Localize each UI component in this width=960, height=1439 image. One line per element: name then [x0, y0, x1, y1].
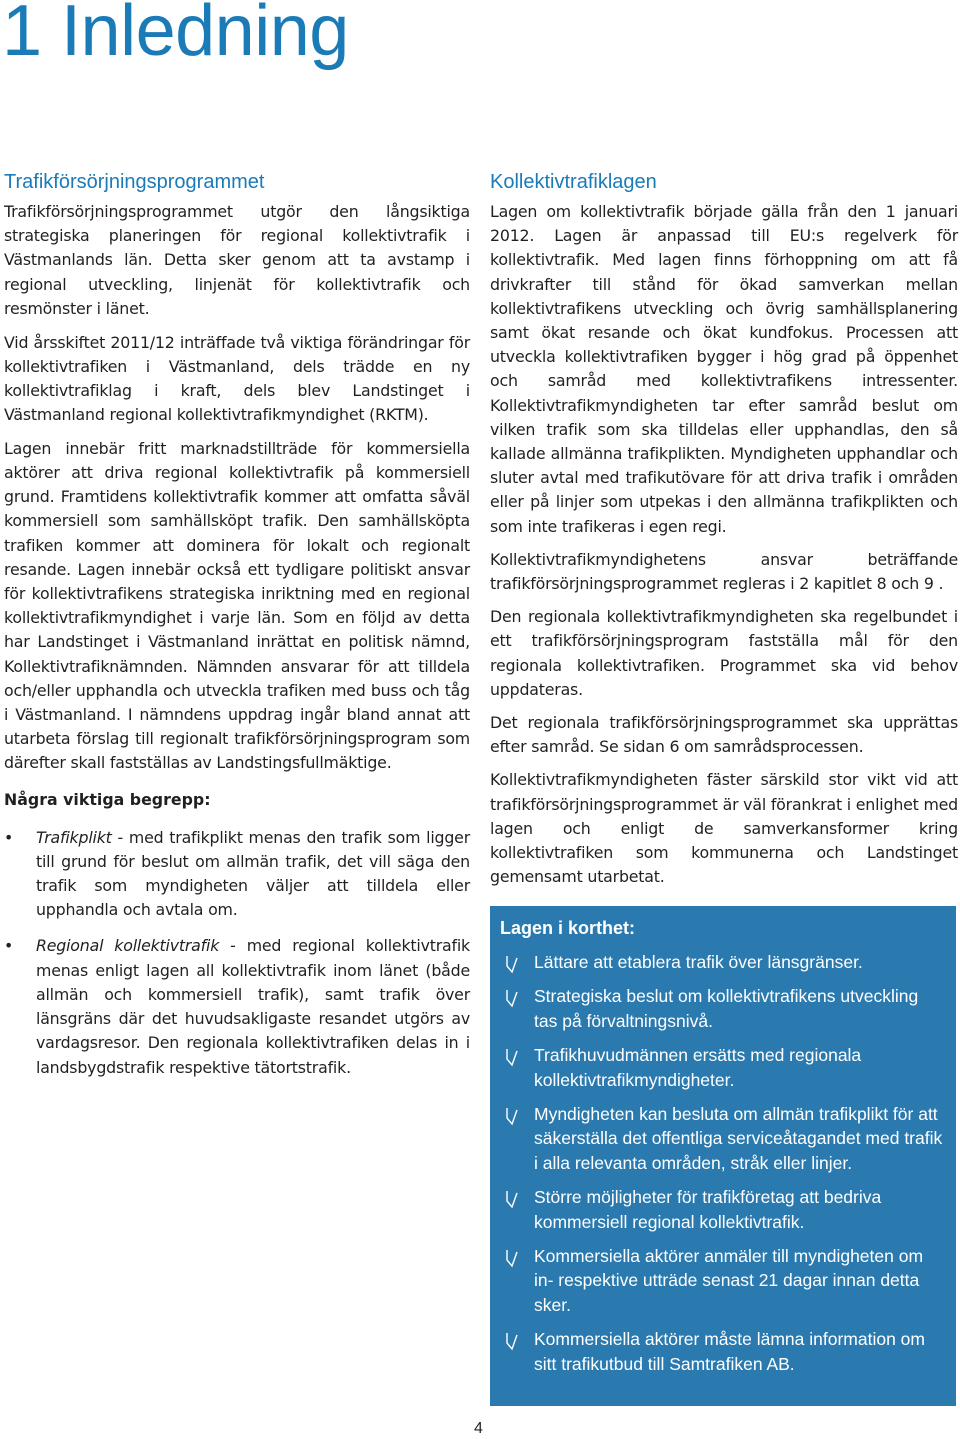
check-icon: [504, 986, 520, 1010]
paragraph-law: Lagen innebär fritt marknadstillträde för kommersiella aktörer att driva regional kollektivtrafik på kommersiell grund. Framtidens kollektivtrafik kommer att omfatta såväl kommersiell som samhällsköpt trafik. Den samhällsköpta trafiken kommer att dominera för lokalt och regionalt resande. Lagen innebär också ett tydligare politiskt ansvar för kollektivtrafikens strategiska inriktning med en regional kollektivtrafikmyndighet i varje län. Som en följd av detta har Landstinget i Västmanland inrättat en politisk nämnd, Kollektivtrafiknämnden. Nämnden ansvarar för att tilldela och/eller upphandla och utveckla trafiken med buss och tåg i Västmanland. I nämndens uppdrag ingår bland annat att utarbeta förslag till regionalt trafikförsörjningsprogram som därefter skall fastställas av Landstingsfullmäktige.: [4, 438, 470, 773]
term-name: Trafikplikt: [36, 827, 112, 847]
summary-item: Myndigheten kan besluta om allmän trafikplikt för att säkerställa det offentliga serviceåtagandet med trafik i alla relevanta områden, stråk eller linjer.: [500, 1102, 944, 1175]
term-item: [4, 826, 470, 923]
section-heading-trafikforsorjningsprogrammet: Trafikförsörjningsprogrammet: [4, 171, 265, 193]
intro-paragraph: Trafikförsörjningsprogrammet utgör den långsiktiga strategiska planeringen för regional kollektivtrafik i Västmanlands län. Detta sker genom att ta avstamp i regional utveckling, linjenät för kollektivtrafik och resmönster i länet.: [4, 202, 470, 318]
bullet-icon: •: [4, 827, 14, 847]
summary-item: Kommersiella aktörer måste lämna information om sitt trafikutbud till Samtrafiken AB.: [500, 1327, 944, 1376]
term-definition: - med trafikplikt menas den trafik som ligger till grund för beslut om allmän trafik, det vill säga den trafik som myndigheten väljer att tilldela eller upphandla och avtala om.: [36, 827, 470, 920]
paragraph-anchoring: Kollektivtrafikmyndigheten fäster särskild stor vikt vid att trafikförsörjningsprogrammet är väl förankrat i enlighet med lagen och enligt de samverkansformer kring kollektivtrafiken som kommunerna och Landstinget gemensamt utarbetat.: [490, 770, 959, 887]
terms-heading: Några viktiga begrepp:: [4, 789, 211, 809]
bullet-icon: •: [4, 936, 14, 956]
term-definition: - med regional kollektivtrafik menas enligt lagen all kollektivtrafik inom länet (både allmän och kommersiell trafik), samt trafik över länsgräns där det huvudsakligaste resandet utgörs av vardagsresor. Den regionala kollektivtrafiken delas in i landsbygdstrafik respektive tätortstrafik.: [36, 936, 470, 1077]
right-column: [490, 170, 958, 898]
summary-list: [500, 950, 944, 1376]
paragraph-responsibility: Kollektivtrafikmyndighetens ansvar beträffande trafikförsörjningsprogrammet regleras i 2 kapitlet 8 och 9 .: [490, 549, 958, 594]
summary-item: Strategiska beslut om kollektivtrafikens utveckling tas på förvaltningsnivå.: [500, 984, 944, 1033]
check-icon: [504, 1246, 520, 1270]
summary-item: Lättare att etablera trafik över länsgränser.: [500, 950, 944, 974]
check-icon: [504, 1187, 520, 1211]
summary-item: Större möjligheter för trafikföretag att bedriva kommersiell regional kollektivtrafik.: [500, 1185, 944, 1234]
summary-item: Trafikhuvudmännen ersätts med regionala kollektivtrafikmyndigheter.: [500, 1043, 944, 1092]
paragraph-changes: Vid årsskiftet 2011/12 inträffade två viktiga förändringar för kollektivtrafiken i Västmanland, dels trädde en ny kollektivtrafiklag i kraft, dels blev Landstinget i Västmanland regional kollektivtrafikmyndighet (RKTM).: [4, 332, 470, 425]
check-icon: [504, 1045, 520, 1069]
section-heading-kollektivtrafiklagen: Kollektivtrafiklagen: [490, 171, 657, 193]
term-item: [4, 934, 470, 1079]
check-icon: [504, 1329, 520, 1353]
page-number: 4: [474, 1420, 483, 1437]
terms-list: [4, 826, 470, 1080]
paragraph-goals: Den regionala kollektivtrafikmyndigheten ska regelbundet i ett trafikförsörjningsprogram fastställa mål för den regionala kollektivtrafiken. Programmet ska vid behov uppdateras.: [490, 607, 958, 699]
left-column: [4, 170, 470, 1092]
paragraph-consultation: Det regionala trafikförsörjningsprogrammet ska upprättas efter samråd. Se sidan 6 om samrådsprocessen.: [490, 713, 958, 757]
summary-box-title: Lagen i korthet:: [500, 918, 636, 938]
check-icon: [504, 952, 520, 976]
paragraph-law-intro: Lagen om kollektivtrafik började gälla från den 1 januari 2012. Lagen är anpassad till EU:s regelverk för kollektivtrafik. Med lagen finns förhoppning om att få drivkrafter till stånd för ökad samverkan mellan kollektivtrafikens utveckling och övrig samhällsplanering samt ökat resande och ökat kundfokus. Processen att utveckla kollektivtrafiken bygger i hög grad på öppenhet och samråd med kollektivtrafikens intressenter. Kollektivtrafikmyndigheten tar efter samråd beslut om vilken trafik som ska tilldelas eller upphandlas, den så kallade allmänna trafikplikten. Myndigheten upphandlar och sluter avtal med trafikutövare för att driva trafik i områden eller på linjer som utpekas i den allmänna trafikplikten och som inte trafikeras i egen regi.: [490, 202, 958, 536]
chapter-title: 1 Inledning: [2, 0, 349, 71]
check-icon: [504, 1104, 520, 1128]
term-name: Regional kollektivtrafik: [36, 936, 220, 956]
summary-item: Kommersiella aktörer anmäler till myndigheten om in- respektive utträde senast 21 dagar innan detta sker.: [500, 1244, 944, 1317]
summary-box: [490, 906, 956, 1406]
